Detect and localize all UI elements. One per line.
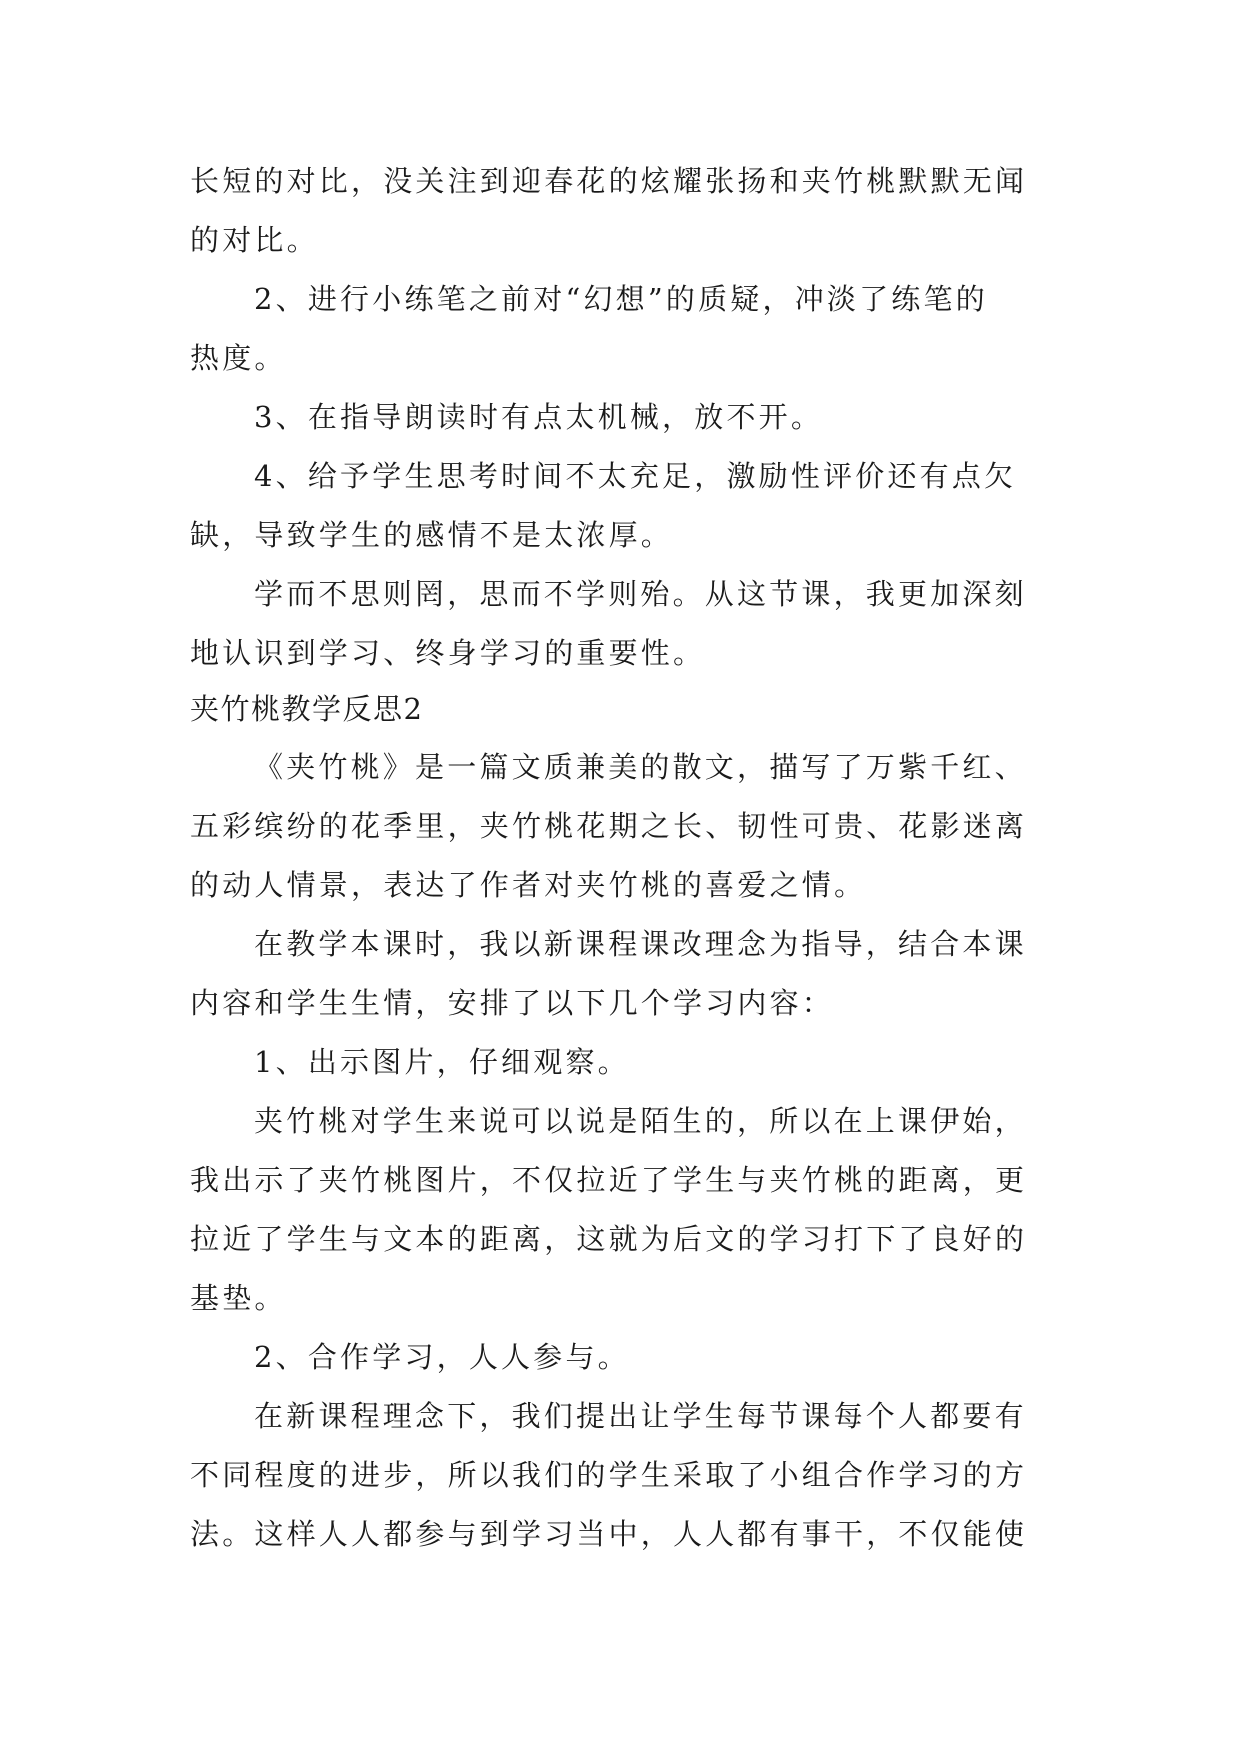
- text-line: 缺，导致学生的感情不是太浓厚。: [190, 518, 674, 552]
- text-line: 2、进行小练笔之前对“幻想”的质疑，冲淡了练笔的: [254, 282, 988, 316]
- text-line: 3、在指导朗读时有点太机械，放不开。: [254, 400, 824, 434]
- text-line: 不同程度的进步，所以我们的学生采取了小组合作学习的方: [190, 1458, 1028, 1492]
- text-line: 《夹竹桃》是一篇文质兼美的散文，描写了万紫千红、: [254, 750, 1027, 784]
- text-line: 法。这样人人都参与到学习当中，人人都有事干，不仅能使: [190, 1517, 1028, 1551]
- text-line: 4、给予学生思考时间不太充足，激励性评价还有点欠: [254, 459, 1017, 493]
- text-line: 地认识到学习、终身学习的重要性。: [190, 636, 706, 670]
- section-heading: 夹竹桃教学反思2: [190, 692, 424, 726]
- text-line: 在教学本课时，我以新课程课改理念为指导，结合本课: [254, 927, 1027, 961]
- text-line: 的动人情景，表达了作者对夹竹桃的喜爱之情。: [190, 868, 867, 902]
- text-line: 热度。: [190, 341, 287, 375]
- text-line: 五彩缤纷的花季里，夹竹桃花期之长、韧性可贵、花影迷离: [190, 809, 1028, 843]
- text-line: 内容和学生生情，安排了以下几个学习内容：: [190, 986, 835, 1020]
- text-line: 2、合作学习，人人参与。: [254, 1340, 630, 1374]
- text-line: 在新课程理念下，我们提出让学生每节课每个人都要有: [254, 1399, 1027, 1433]
- text-line: 夹竹桃对学生来说可以说是陌生的，所以在上课伊始，: [254, 1104, 1027, 1138]
- text-line: 长短的对比，没关注到迎春花的炫耀张扬和夹竹桃默默无闻: [190, 164, 1028, 198]
- text-line: 基垫。: [190, 1281, 287, 1315]
- text-line: 我出示了夹竹桃图片，不仅拉近了学生与夹竹桃的距离，更: [190, 1163, 1028, 1197]
- text-line: 的对比。: [190, 223, 319, 257]
- text-line: 1、出示图片，仔细观察。: [254, 1045, 630, 1079]
- text-line: 拉近了学生与文本的距离，这就为后文的学习打下了良好的: [190, 1222, 1028, 1256]
- text-line: 学而不思则罔，思而不学则殆。从这节课，我更加深刻: [254, 577, 1027, 611]
